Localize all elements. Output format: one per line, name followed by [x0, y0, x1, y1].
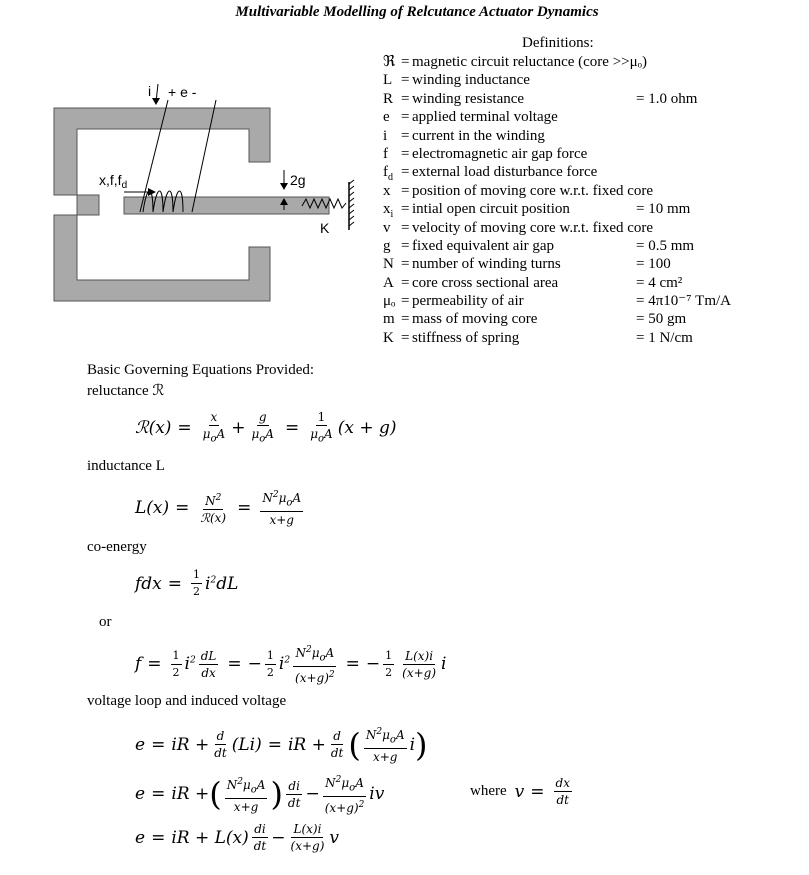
page-title: Multivariable Modelling of Relcutance Actuator Dynamics	[235, 4, 599, 20]
definition-value: = 4 cm²	[636, 274, 683, 291]
definition-eq: =	[401, 90, 410, 107]
definition-symbol: R	[383, 90, 394, 107]
fixed-core-lower	[54, 215, 270, 301]
definition-desc: fixed equivalent air gap	[412, 237, 555, 254]
definition-desc: current in the winding	[412, 127, 545, 144]
moving-core	[124, 197, 329, 214]
definition-eq: =	[401, 329, 410, 346]
definition-symbol: m	[383, 311, 395, 328]
definition-eq: =	[401, 293, 410, 310]
current-arrow-icon	[152, 98, 160, 105]
definition-eq: =	[401, 219, 410, 236]
definition-symbol: i	[383, 127, 388, 144]
definition-desc: electromagnetic air gap force	[412, 145, 588, 162]
definition-desc: permeability of air	[412, 293, 524, 310]
definition-eq: =	[401, 72, 410, 89]
definition-symbol: $x_i$	[383, 201, 394, 221]
definition-eq: =	[401, 311, 410, 328]
definition-symbol: g	[383, 237, 391, 254]
definition-symbol: e	[383, 109, 390, 126]
definition-value: = 1.0 ohm	[636, 90, 698, 107]
definition-eq: =	[401, 127, 410, 144]
definition-symbol: x	[383, 182, 391, 199]
definition-symbol: K	[383, 329, 394, 346]
definition-eq: =	[401, 54, 410, 70]
definition-value: = 50 gm	[636, 311, 687, 328]
definition-desc: position of moving core w.r.t. fixed core	[412, 182, 654, 199]
equations-intro: Basic Governing Equations Provided:	[87, 362, 315, 378]
definition-desc: velocity of moving core w.r.t. fixed core	[412, 219, 654, 236]
definition-desc: mass of moving core	[412, 311, 538, 328]
definition-value: = 0.5 mm	[636, 237, 695, 254]
definition-eq: =	[401, 237, 410, 254]
left-pole	[77, 195, 99, 215]
inductance-label: inductance L	[87, 458, 165, 474]
definition-value: = 100	[636, 256, 671, 273]
reluctance-equation: ℛ(x) = $\frac{x}{\mu_oA}$ + $\frac{g}{\mu_oA}$ = $\frac{1}{\mu_oA}$ (x + g)	[135, 410, 397, 445]
spring-label: K	[320, 220, 330, 236]
definition-desc: core cross sectional area	[412, 274, 559, 291]
definition-eq: =	[401, 145, 410, 162]
or-label: or	[99, 614, 112, 630]
definition-symbol: $f_d$	[383, 164, 393, 184]
coenergy-equation: fdx = $\frac{1}{2}$ $i^2dL$	[135, 568, 239, 598]
definition-desc: stiffness of spring	[412, 329, 520, 346]
definition-eq: =	[401, 274, 410, 291]
definition-value: = 4π10⁻⁷ Tm/A	[636, 293, 732, 310]
reluctance-label: reluctance ℛ	[87, 383, 165, 399]
definition-desc: winding resistance	[412, 90, 525, 107]
definition-eq: =	[401, 201, 410, 218]
definition-desc: applied terminal voltage	[412, 109, 558, 126]
voltage-equation-3: e = iR + L(x) $\frac{di}{dt}$ − $\frac{L(x)i}{(x+g)}$ v	[135, 822, 339, 853]
definition-desc: magnetic circuit reluctance (core >>μₒ)	[412, 54, 647, 70]
definition-eq: =	[401, 164, 410, 181]
definition-desc: intial open circuit position	[412, 201, 570, 218]
inductance-equation: L(x) = $\frac{N^2}{\text{ℛ(x)}}$ = $\frac{N^2\mu_oA}{x+g}$	[135, 490, 302, 528]
definition-symbol: N	[383, 256, 394, 273]
definition-eq: =	[401, 256, 410, 273]
definition-eq: =	[401, 109, 410, 126]
definition-symbol: ℜ	[383, 54, 396, 70]
fixed-core	[54, 108, 270, 195]
coenergy-label: co-energy	[87, 539, 147, 555]
current-label: i	[148, 83, 152, 99]
definition-desc: external load disturbance force	[412, 164, 598, 181]
definition-symbol: v	[383, 219, 391, 236]
definition-value: = 1 N/cm	[636, 329, 693, 346]
velocity-definition: where v = $\frac{dx}{dt}$	[470, 776, 570, 807]
definitions-heading: Definitions:	[522, 35, 594, 51]
gap-label: 2g	[290, 172, 306, 188]
definition-desc: winding inductance	[412, 72, 530, 89]
definition-symbol: f	[383, 145, 388, 162]
definition-symbol: μₒ	[383, 293, 396, 310]
voltage-equation-1: e = iR + $\frac{d}{dt}$ (Li) = iR + $\frac{d}{dt}$ ( $\frac{N^2\mu_oA}{x+g}$ i )	[135, 725, 428, 765]
force-label: $x,f,f_d$	[99, 172, 128, 191]
definition-symbol: L	[383, 72, 393, 89]
definition-desc: number of winding turns	[412, 256, 561, 273]
definition-symbol: A	[383, 274, 394, 291]
voltage-label: + e -	[168, 84, 197, 100]
voltage-loop-label: voltage loop and induced voltage	[87, 693, 287, 709]
definition-value: = 10 mm	[636, 201, 691, 218]
actuator-diagram	[40, 70, 370, 320]
voltage-equation-2: e = iR + ( $\frac{N^2\mu_oA}{x+g}$ ) $\frac{di}{dt}$ − $\frac{N^2\mu_oA}{(x+g)^2}$ iv	[135, 775, 385, 816]
force-equation: f = $\frac{1}{2}$ $i^2$ $\frac{dL}{dx}$ = − $\frac{1}{2}$ $i^2$ $\frac{N^2\mu_oA}{(x+g)^2}$ = − $\frac{1}{2}$ $\frac{L(x)i}{(x+g)}$ i	[135, 645, 447, 686]
definition-eq: =	[401, 182, 410, 199]
